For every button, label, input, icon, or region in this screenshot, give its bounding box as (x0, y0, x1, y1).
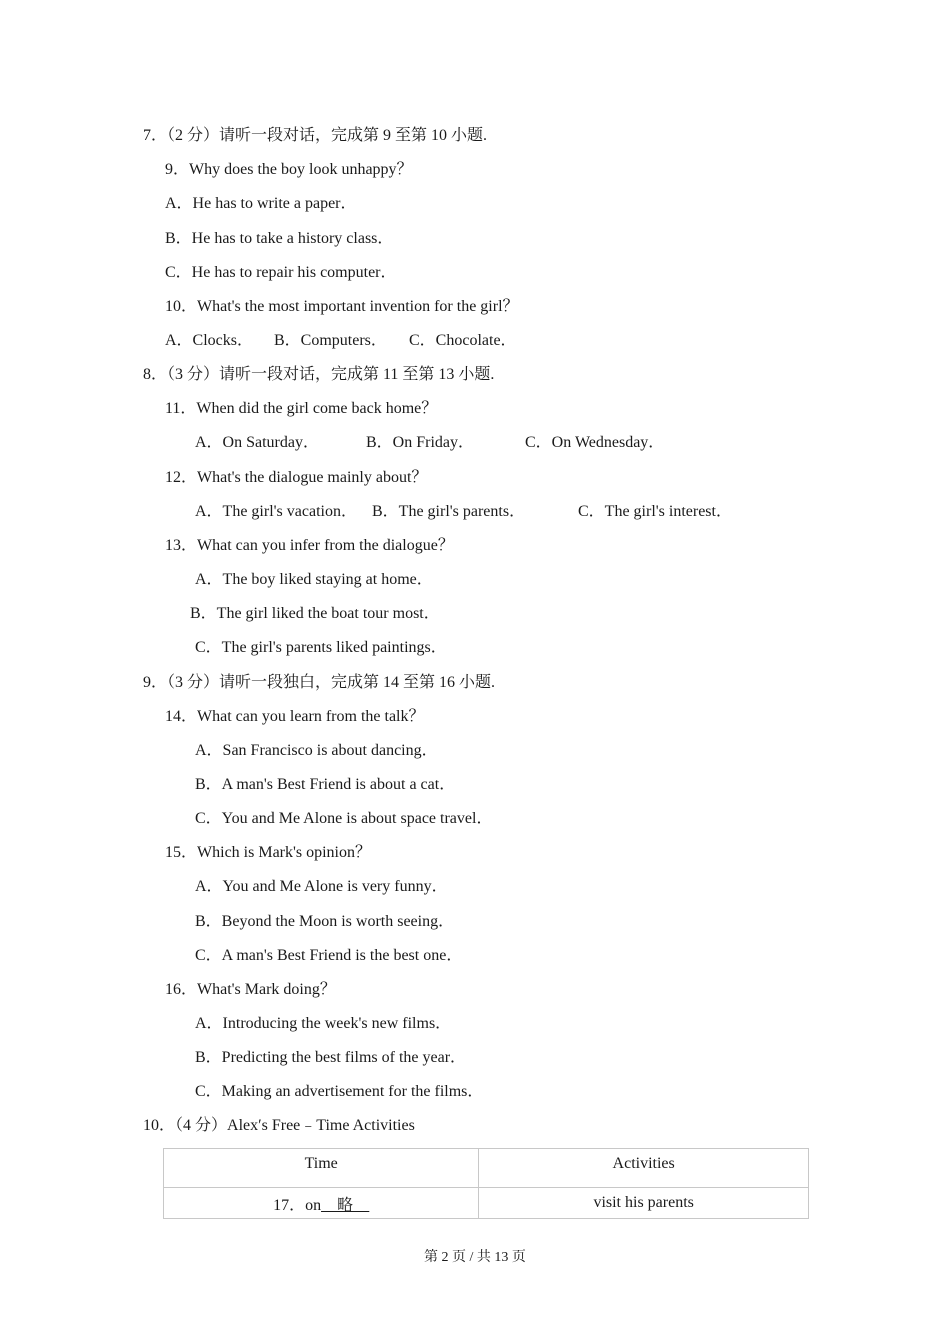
option-text: B．Beyond the Moon is worth seeing． (195, 913, 455, 930)
line-q9-section (143, 673, 495, 693)
option-text: B．The girl liked the boat tour most． (190, 605, 440, 622)
question-text: （4 分）Alex′s Free﹣Time Activities (175, 1117, 415, 1134)
option-text: C．Making an advertisement for the films． (195, 1083, 484, 1100)
question-text: When did the girl come back home？ (196, 400, 438, 417)
line-q11 (165, 399, 437, 419)
question-text: What can you infer from the dialogue？ (197, 537, 454, 554)
question-number: 9． (143, 674, 168, 691)
answer-blank: __略__ (321, 1196, 370, 1214)
question-text: Which is Mark's opinion？ (197, 844, 371, 861)
activity-cell: visit his parents (479, 1188, 809, 1219)
line-q8 (143, 365, 494, 385)
option-text: B．A man's Best Friend is about a cat． (195, 776, 456, 793)
question-number: 7． (143, 127, 168, 144)
question-number: 8． (143, 366, 168, 383)
option-text: A．He has to write a paper． (165, 195, 357, 212)
header-time: Time (164, 1149, 479, 1188)
question-number: 10． (165, 298, 198, 315)
question-number: 12． (165, 469, 198, 486)
line-q14 (165, 707, 425, 727)
option-text: C．The girl's parents liked paintings． (195, 639, 447, 656)
row-number: 17． (273, 1196, 306, 1214)
activities-table (163, 1148, 809, 1219)
option-text: C．He has to repair his computer． (165, 264, 397, 281)
option-text: C．Chocolate． (409, 332, 517, 349)
option-text: B．Predicting the best films of the year． (195, 1049, 467, 1066)
option-text: B．On Friday． (366, 434, 475, 451)
question-text: （3 分）请听一段独白，完成第 14 至第 16 小题. (167, 674, 496, 691)
option-text: C．A man's Best Friend is the best one． (195, 947, 463, 964)
option-text: A．The girl's vacation． (195, 503, 357, 520)
line-q13 (165, 536, 454, 556)
line-q7 (143, 126, 487, 146)
question-text: Why does the boy look unhappy？ (189, 161, 413, 178)
question-text: What's the dialogue mainly about？ (197, 469, 428, 486)
option-text: A．Introducing the week's new films． (195, 1015, 452, 1032)
line-q15 (165, 843, 371, 863)
option-text: B．He has to take a history class． (165, 230, 394, 247)
question-text: What can you learn from the talk？ (197, 708, 425, 725)
option-text: B．The girl's parents． (372, 503, 526, 520)
question-text: （3 分）请听一段对话，完成第 11 至第 13 小题. (167, 366, 495, 383)
page-footer: 第 2 页 / 共 13 页 (424, 1250, 526, 1265)
option-text: B．Computers． (274, 332, 387, 349)
question-number: 11． (165, 400, 197, 417)
row-prefix: on (305, 1196, 322, 1214)
option-text: A．On Saturday． (195, 434, 319, 451)
line-q10-section (143, 1116, 415, 1136)
question-text: （2 分）请听一段对话，完成第 9 至第 10 小题. (167, 127, 488, 144)
option-text: C．You and Me Alone is about space travel． (195, 810, 493, 827)
option-text: C．The girl's interest． (578, 503, 732, 520)
question-number: 14． (165, 708, 198, 725)
line-q12 (165, 468, 427, 488)
option-text: A．San Francisco is about dancing． (195, 742, 438, 759)
line-q10 (165, 297, 519, 317)
table-header-row (164, 1149, 809, 1188)
option-text: A．Clocks． (165, 332, 254, 349)
option-text: A．You and Me Alone is very funny． (195, 878, 448, 895)
question-number: 9． (165, 161, 190, 178)
line-q9 (165, 160, 413, 180)
question-text: What's Mark doing？ (197, 981, 336, 998)
question-number: 16． (165, 981, 198, 998)
question-number: 15． (165, 844, 198, 861)
question-number: 13． (165, 537, 198, 554)
header-activities: Activities (479, 1149, 809, 1188)
option-text: A．The boy liked staying at home． (195, 571, 433, 588)
question-text: What's the most important invention for the girl？ (197, 298, 519, 315)
time-cell (164, 1188, 479, 1219)
question-number: 10． (143, 1117, 176, 1134)
table-row (164, 1188, 809, 1219)
option-text: C．On Wednesday． (525, 434, 665, 451)
line-q16 (165, 980, 336, 1000)
